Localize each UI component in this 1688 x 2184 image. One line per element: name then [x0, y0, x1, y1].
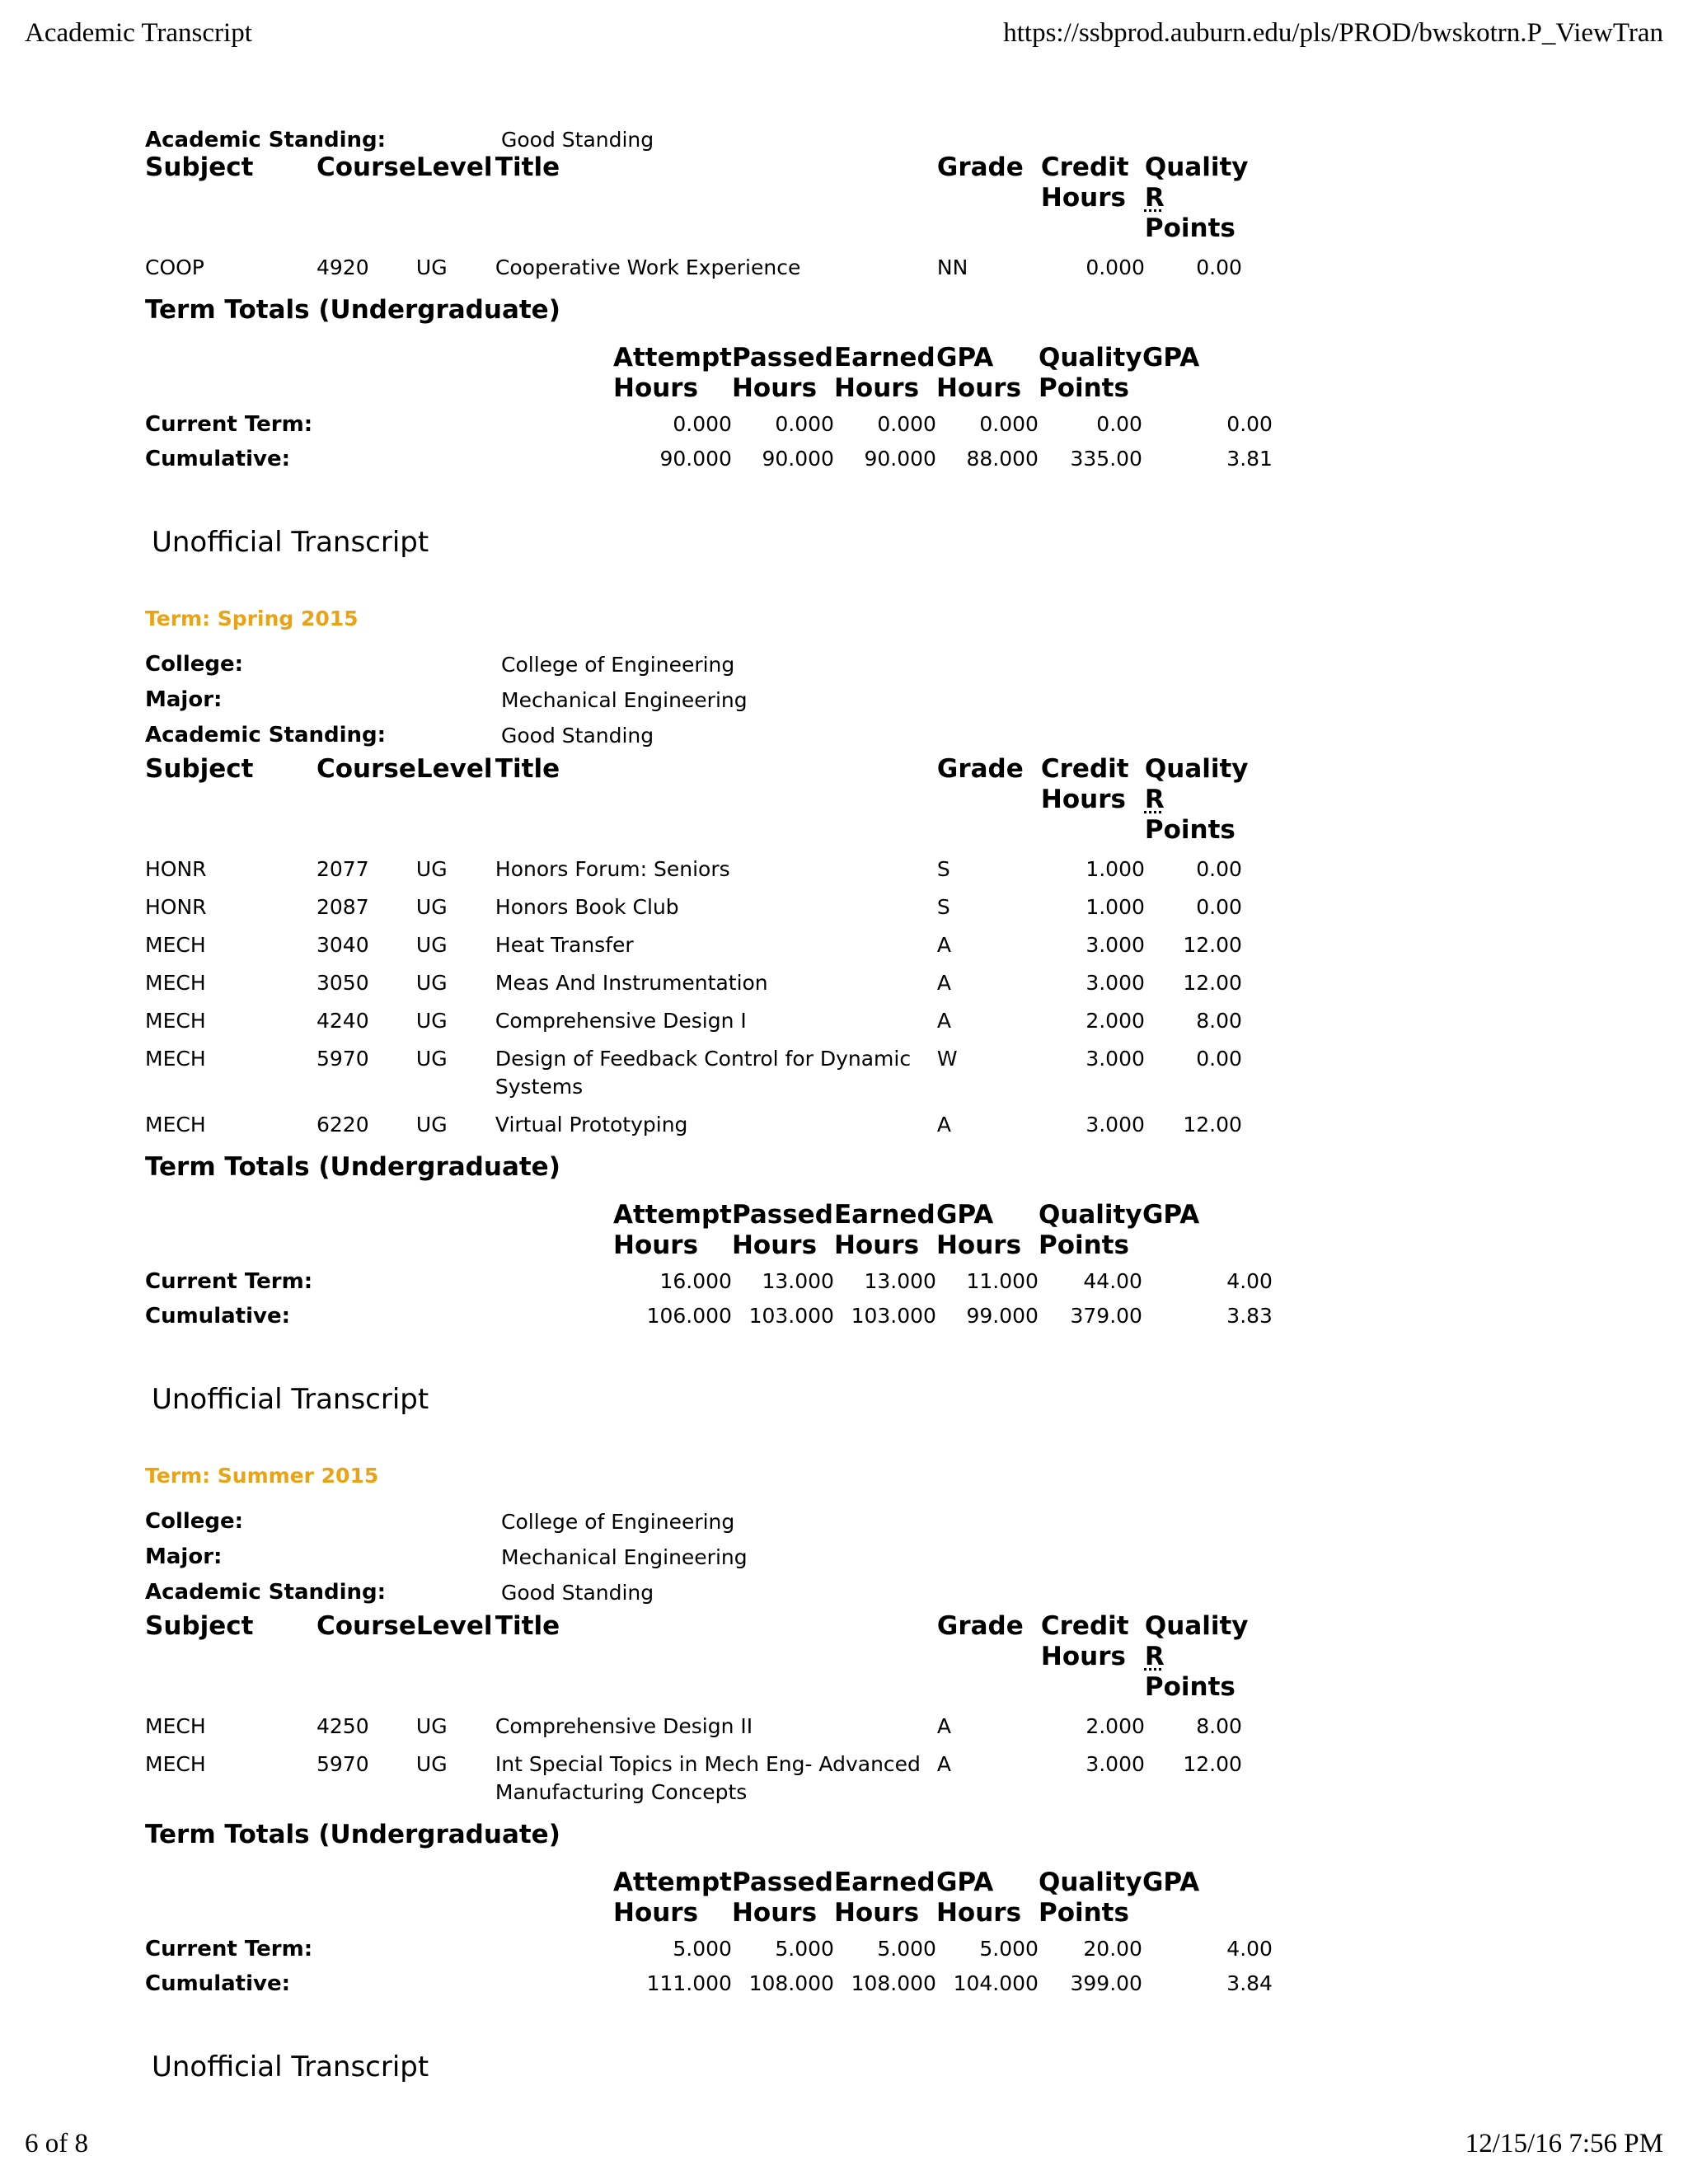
term-totals-title: Term Totals (Undergraduate) [145, 1152, 560, 1182]
unofficial-transcript-label: Unofficial Transcript [152, 2050, 429, 2083]
academic-standing-row: Academic Standing: Good Standing [145, 723, 654, 748]
table-row: HONR 2077 UG Honors Forum: Seniors S 1.000 0.00 [145, 857, 1242, 881]
college-row: College: College of Engineering [145, 1509, 735, 1534]
table-row: MECH 5970 UG Design of Feedback Control for Dynamic Systems W 3.000 0.00 [145, 1047, 1242, 1099]
table-row: MECH 4240 UG Comprehensive Design I A 2.000 8.00 [145, 1009, 1242, 1033]
unofficial-transcript-label: Unofficial Transcript [152, 1383, 429, 1416]
document-title: Academic Transcript [25, 18, 252, 48]
repeat-abbr[interactable]: R [1144, 785, 1165, 814]
table-row: MECH 3050 UG Meas And Instrumentation A 3.000 12.00 [145, 971, 1242, 995]
table-row: MECH 3040 UG Heat Transfer A 3.000 12.00 [145, 933, 1242, 957]
table-row: COOP 4920 UG Cooperative Work Experience NN 0.000 0.00 [145, 255, 1242, 279]
current-term-row: Current Term: 0.000 0.000 0.000 0.000 0.00 0.00 [145, 412, 1273, 437]
term-section [145, 607, 1299, 1424]
course-table [145, 151, 1268, 287]
print-datetime: 12/15/16 7:56 PM [1465, 2129, 1663, 2158]
current-term-row: Current Term: 5.000 5.000 5.000 5.000 20.00 4.00 [145, 1937, 1273, 1961]
major-row: Major: Mechanical Engineering [145, 687, 748, 712]
page-number: 6 of 8 [25, 2129, 88, 2158]
repeat-abbr[interactable]: R [1144, 1642, 1165, 1671]
term-totals-table: Attempt Hours Passed Hours Earned Hours GPA Hours Quality Points GPA Current Term: 16.000 13.000 13.000 11.000 44.00 4.00 Cumulative: 106.000 103.000 103.000 99.000 379.00 3.83 [145, 1200, 1273, 1333]
term-section [145, 128, 1299, 567]
course-table-header: Subject Course Level Title Grade Credit Hours Quality R Points [145, 152, 1249, 243]
academic-standing-row: Academic Standing: Good Standing [145, 128, 654, 152]
repeat-abbr[interactable]: R [1144, 183, 1165, 213]
cumulative-row: Cumulative: 90.000 90.000 90.000 88.000 335.00 3.81 [145, 447, 1273, 471]
major-row: Major: Mechanical Engineering [145, 1544, 748, 1569]
table-row: HONR 2087 UG Honors Book Club S 1.000 0.00 [145, 895, 1242, 919]
cumulative-row: Cumulative: 106.000 103.000 103.000 99.000 379.00 3.83 [145, 1304, 1273, 1329]
academic-standing-row: Academic Standing: Good Standing [145, 1580, 654, 1605]
term-totals-table: Attempt Hours Passed Hours Earned Hours GPA Hours Quality Points GPA Current Term: 5.000 5.000 5.000 5.000 20.00 4.00 Cumulative: 111.000 108.000 108.000 104.000 399.00 3.84 [145, 1868, 1273, 2001]
term-totals-title: Term Totals (Undergraduate) [145, 295, 560, 325]
unofficial-transcript-label: Unofficial Transcript [152, 526, 429, 559]
table-row: MECH 4250 UG Comprehensive Design II A 2.000 8.00 [145, 1714, 1242, 1738]
term-section [145, 1464, 1299, 2092]
college-row: College: College of Engineering [145, 652, 735, 677]
current-term-row: Current Term: 16.000 13.000 13.000 11.000 44.00 4.00 [145, 1269, 1273, 1294]
term-totals-table: Attempt Hours Passed Hours Earned Hours GPA Hours Quality Points GPA Current Term: 0.000 0.000 0.000 0.000 0.00 0.00 Cumulative: 90.000 90.000 90.000 88.000 335.00 3.81 [145, 343, 1273, 476]
term-totals-title: Term Totals (Undergraduate) [145, 1820, 560, 1849]
academic-standing-value: Good Standing [501, 128, 654, 152]
table-row: MECH 5970 UG Int Special Topics in Mech Eng- Advanced Manufacturing Concepts A 3.000 12.00 [145, 1752, 1242, 1804]
course-table-header: Subject Course Level Title Grade Credit Hours Quality R Points [145, 1611, 1249, 1702]
transcript-content [145, 128, 1299, 2092]
print-header [25, 18, 1663, 49]
cumulative-row: Cumulative: 111.000 108.000 108.000 104.000 399.00 3.84 [145, 1971, 1273, 1996]
course-table [145, 752, 1268, 1144]
table-row: MECH 6220 UG Virtual Prototyping A 3.000 12.00 [145, 1113, 1242, 1137]
print-footer [25, 2129, 1663, 2159]
course-table-header: Subject Course Level Title Grade Credit Hours Quality R Points [145, 754, 1249, 845]
term-heading: Term: Summer 2015 [145, 1464, 379, 1488]
course-table [145, 1610, 1268, 1811]
page-url[interactable]: https://ssbprod.auburn.edu/pls/PROD/bwskotrn.P_ViewTran [1003, 18, 1663, 48]
term-heading: Term: Spring 2015 [145, 607, 359, 630]
